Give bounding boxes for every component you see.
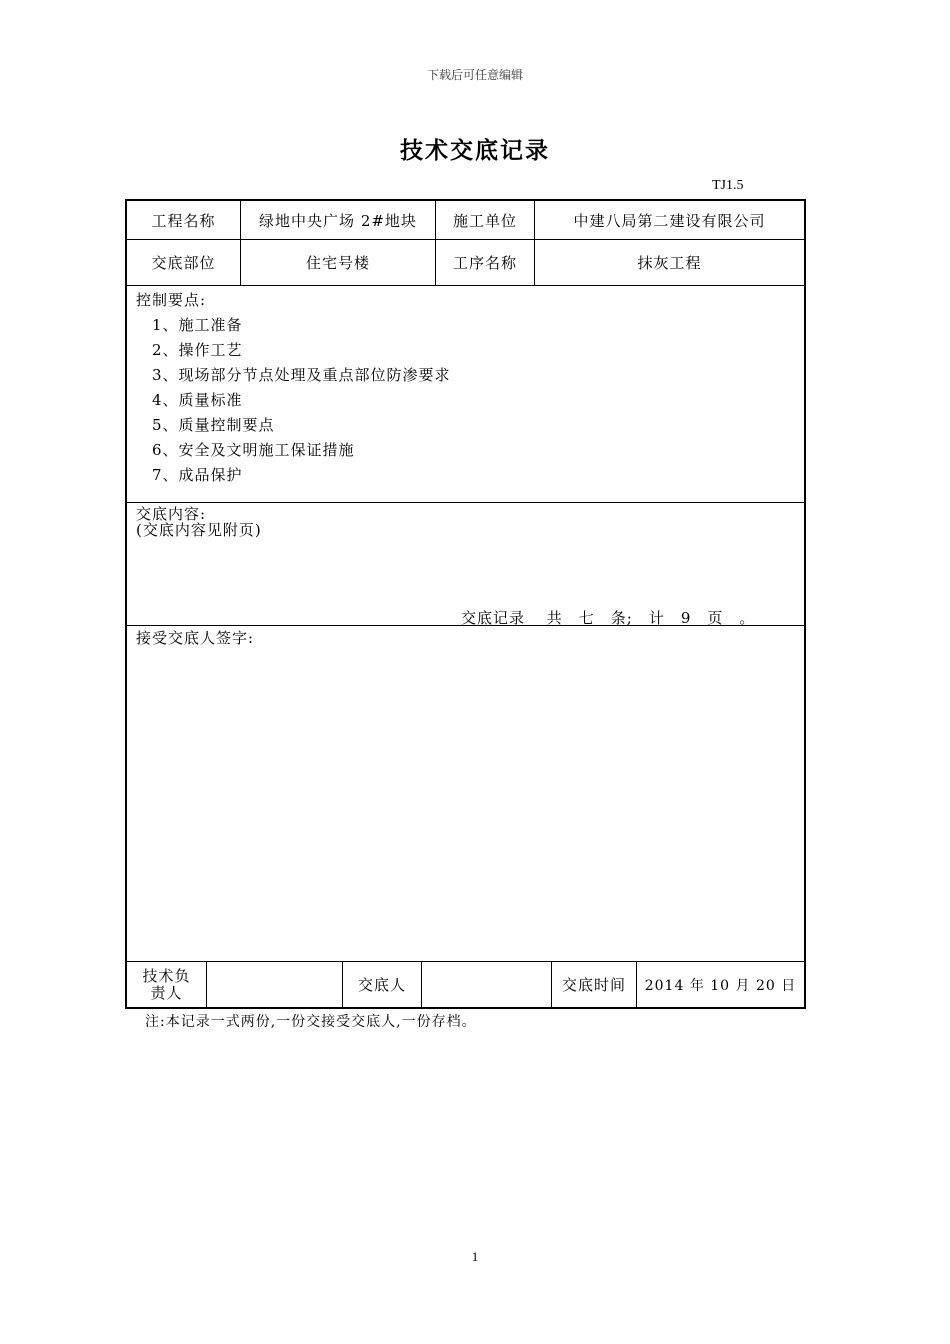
doc-code: TJ1.5 [712,178,744,193]
page-title: 技术交底记录 [400,137,550,164]
control-point-item: 3、现场部分节点处理及重点部位防渗要求 [152,366,451,384]
disclosure-part-value: 住宅号楼 [305,254,370,272]
content-body: (交底内容见附页) [136,521,262,539]
control-point-item: 4、质量标准 [152,391,243,409]
label-process-name: 工序名称 [452,254,517,272]
label-disclosure-part: 交底部位 [151,254,216,272]
label-presenter: 交底人 [357,976,406,994]
contractor-value: 中建八局第二建设有限公司 [573,211,766,230]
control-point-item: 2、操作工艺 [152,341,243,359]
control-points-heading: 控制要点: [136,291,207,309]
row-divider [127,285,804,286]
label-contractor: 施工单位 [452,211,517,230]
control-point-item: 5、质量控制要点 [152,416,275,434]
disclosure-time-value: 2014 年 10 月 20 日 [644,977,797,994]
header-note: 下载后可任意编辑 [426,68,523,82]
control-point-item: 6、安全及文明施工保证措施 [152,441,355,459]
label-tech-lead-line1: 技术负 [142,966,191,985]
process-name-value: 抹灰工程 [637,254,702,272]
control-point-item: 7、成品保护 [152,466,243,484]
receiver-signature-heading: 接受交底人签字: [136,629,255,647]
label-tech-lead-line2: 责人 [150,983,183,1002]
label-tech-lead [127,962,206,1007]
project-name-value: 绿地中央广场 2#地块 [259,211,417,230]
row-divider [127,502,804,503]
page-number: 1 [471,1249,479,1264]
label-disclosure-time: 交底时间 [561,976,626,994]
content-heading: 交底内容: [136,505,207,523]
tech-lead-value[interactable] [207,962,342,1007]
content-summary: 交底记录 共 七 条; 计 9 页 。 [461,609,756,627]
control-point-item: 1、施工准备 [152,316,243,334]
presenter-value[interactable] [422,962,551,1007]
disclosure-record-table [125,199,806,1009]
footnote: 注:本记录一式两份,一份交接受交底人,一份存档。 [145,1014,477,1030]
label-project-name: 工程名称 [151,211,216,230]
